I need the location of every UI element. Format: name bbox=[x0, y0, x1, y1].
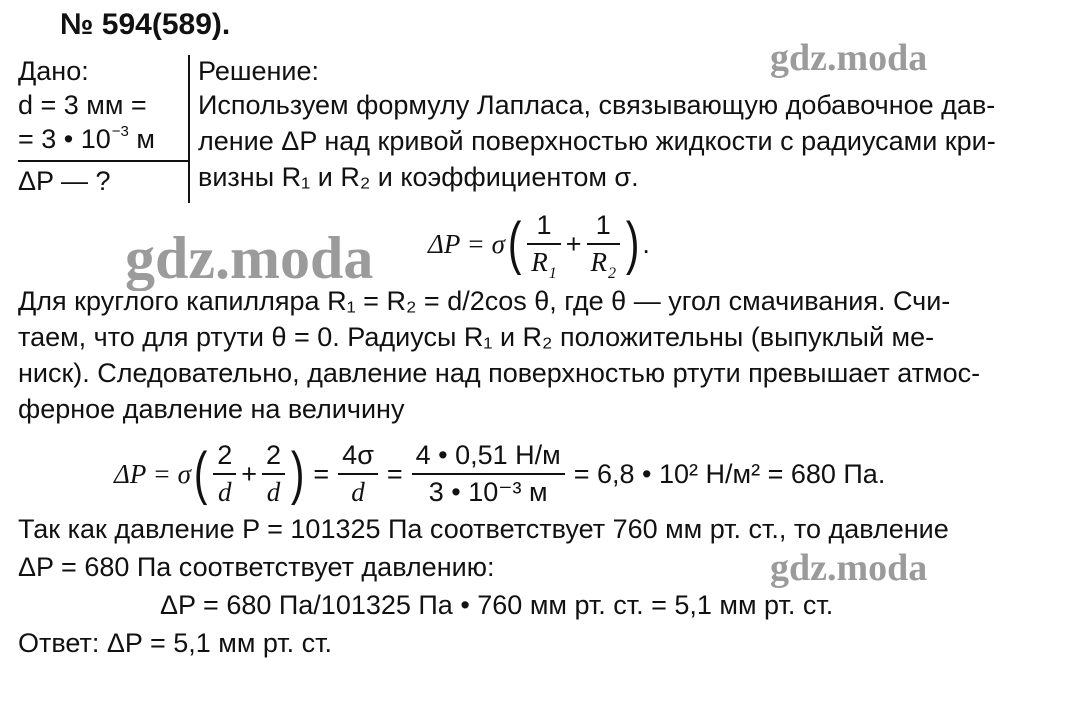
open-paren: ( bbox=[507, 211, 522, 276]
plus-sign: + bbox=[565, 228, 582, 259]
frac-numerator: 4σ bbox=[338, 440, 378, 475]
frac-denominator: d bbox=[266, 477, 281, 507]
given-label: Дано: bbox=[18, 56, 89, 86]
formula-conversion: ΔP = 680 Па/101325 Па • 760 мм рт. ст. = 5,1 мм рт. ст. bbox=[160, 590, 834, 620]
formula-laplace-period: . bbox=[642, 228, 650, 259]
given-d-line2 bbox=[18, 124, 155, 155]
watermark-bottom: gdz.moda bbox=[770, 547, 928, 589]
para3-line1: Так как давление P = 101325 Па соответствует 760 мм рт. ст., то давление bbox=[18, 514, 949, 544]
given-vertical-rule bbox=[188, 55, 190, 203]
frac-numerator: 1 bbox=[527, 210, 561, 245]
para2-line3: ниск). Следовательно, давление над поверхностью ртути превышает атмос- bbox=[18, 358, 981, 388]
frac-numerator: 1 bbox=[587, 210, 621, 245]
frac-numerator: 2 bbox=[213, 440, 236, 475]
close-paren: ) bbox=[290, 441, 305, 506]
fraction-2-over-d-a bbox=[213, 440, 236, 508]
frac-denominator: d bbox=[351, 477, 365, 507]
plus-sign: + bbox=[241, 458, 258, 489]
formula-laplace-lhs: ΔP = σ bbox=[428, 228, 505, 259]
frac-denominator bbox=[527, 245, 561, 282]
solution-label: Решение: bbox=[198, 56, 320, 86]
frac-numerator: 2 bbox=[262, 440, 285, 475]
equals-sign: = bbox=[313, 458, 330, 489]
watermark-top: gdz.moda bbox=[770, 37, 928, 79]
formula-pressure bbox=[114, 434, 885, 514]
frac-denominator: d bbox=[217, 477, 232, 507]
para1-line2: ление ΔP над кривой поверхностью жидкости с радиусами кри- bbox=[198, 126, 996, 156]
r-subscript: 2 bbox=[608, 265, 616, 282]
close-paren: ) bbox=[625, 211, 640, 276]
formula-pressure-result: = 6,8 • 10² Н/м² = 680 Па. bbox=[573, 458, 886, 489]
answer-line: Ответ: ΔP = 5,1 мм рт. ст. bbox=[18, 628, 333, 658]
frac-numerator: 4 • 0,51 Н/м bbox=[412, 440, 565, 475]
watermark-middle: gdz.moda bbox=[125, 225, 374, 291]
given-unknown: ΔP — ? bbox=[18, 166, 111, 196]
para2-line4: ферное давление на величину bbox=[18, 394, 405, 424]
problem-title: № 594(589). bbox=[60, 8, 231, 41]
fraction-numeric bbox=[412, 440, 565, 508]
given-divider bbox=[18, 160, 190, 162]
given-d-unit: м bbox=[128, 124, 155, 154]
fraction-2-over-d-b bbox=[262, 440, 285, 508]
fraction-1-over-r1 bbox=[527, 210, 561, 282]
equals-sign: = bbox=[386, 458, 403, 489]
para3-line2: ΔP = 680 Па соответствует давлению: bbox=[18, 552, 495, 582]
fraction-1-over-r2 bbox=[587, 210, 621, 282]
frac-denominator bbox=[587, 245, 621, 282]
given-d-line2-value: = 3 • 10 bbox=[18, 124, 111, 154]
open-paren: ( bbox=[193, 441, 208, 506]
r-symbol: R bbox=[531, 247, 548, 277]
given-d-line1: d = 3 мм = bbox=[18, 90, 147, 120]
frac-denominator: 3 • 10⁻³ м bbox=[428, 477, 548, 507]
formula-laplace bbox=[428, 206, 650, 282]
r-symbol: R bbox=[590, 247, 607, 277]
para1-line1: Используем формулу Лапласа, связывающую добавочное дав- bbox=[198, 90, 996, 120]
para2-line2: таем, что для ртути θ = 0. Радиусы R₁ и R₂ положительны (выпуклый ме- bbox=[18, 322, 935, 352]
r-subscript: 1 bbox=[548, 265, 557, 282]
para1-line3: визны R₁ и R₂ и коэффициентом σ. bbox=[198, 162, 639, 192]
given-d-exponent: −3 bbox=[111, 123, 129, 140]
formula-pressure-lhs: ΔP = σ bbox=[114, 458, 191, 489]
fraction-4sigma-over-d bbox=[338, 440, 378, 508]
para2-line1: Для круглого капилляра R₁ = R₂ = d/2cos θ, где θ — угол смачивания. Счи- bbox=[18, 286, 951, 316]
